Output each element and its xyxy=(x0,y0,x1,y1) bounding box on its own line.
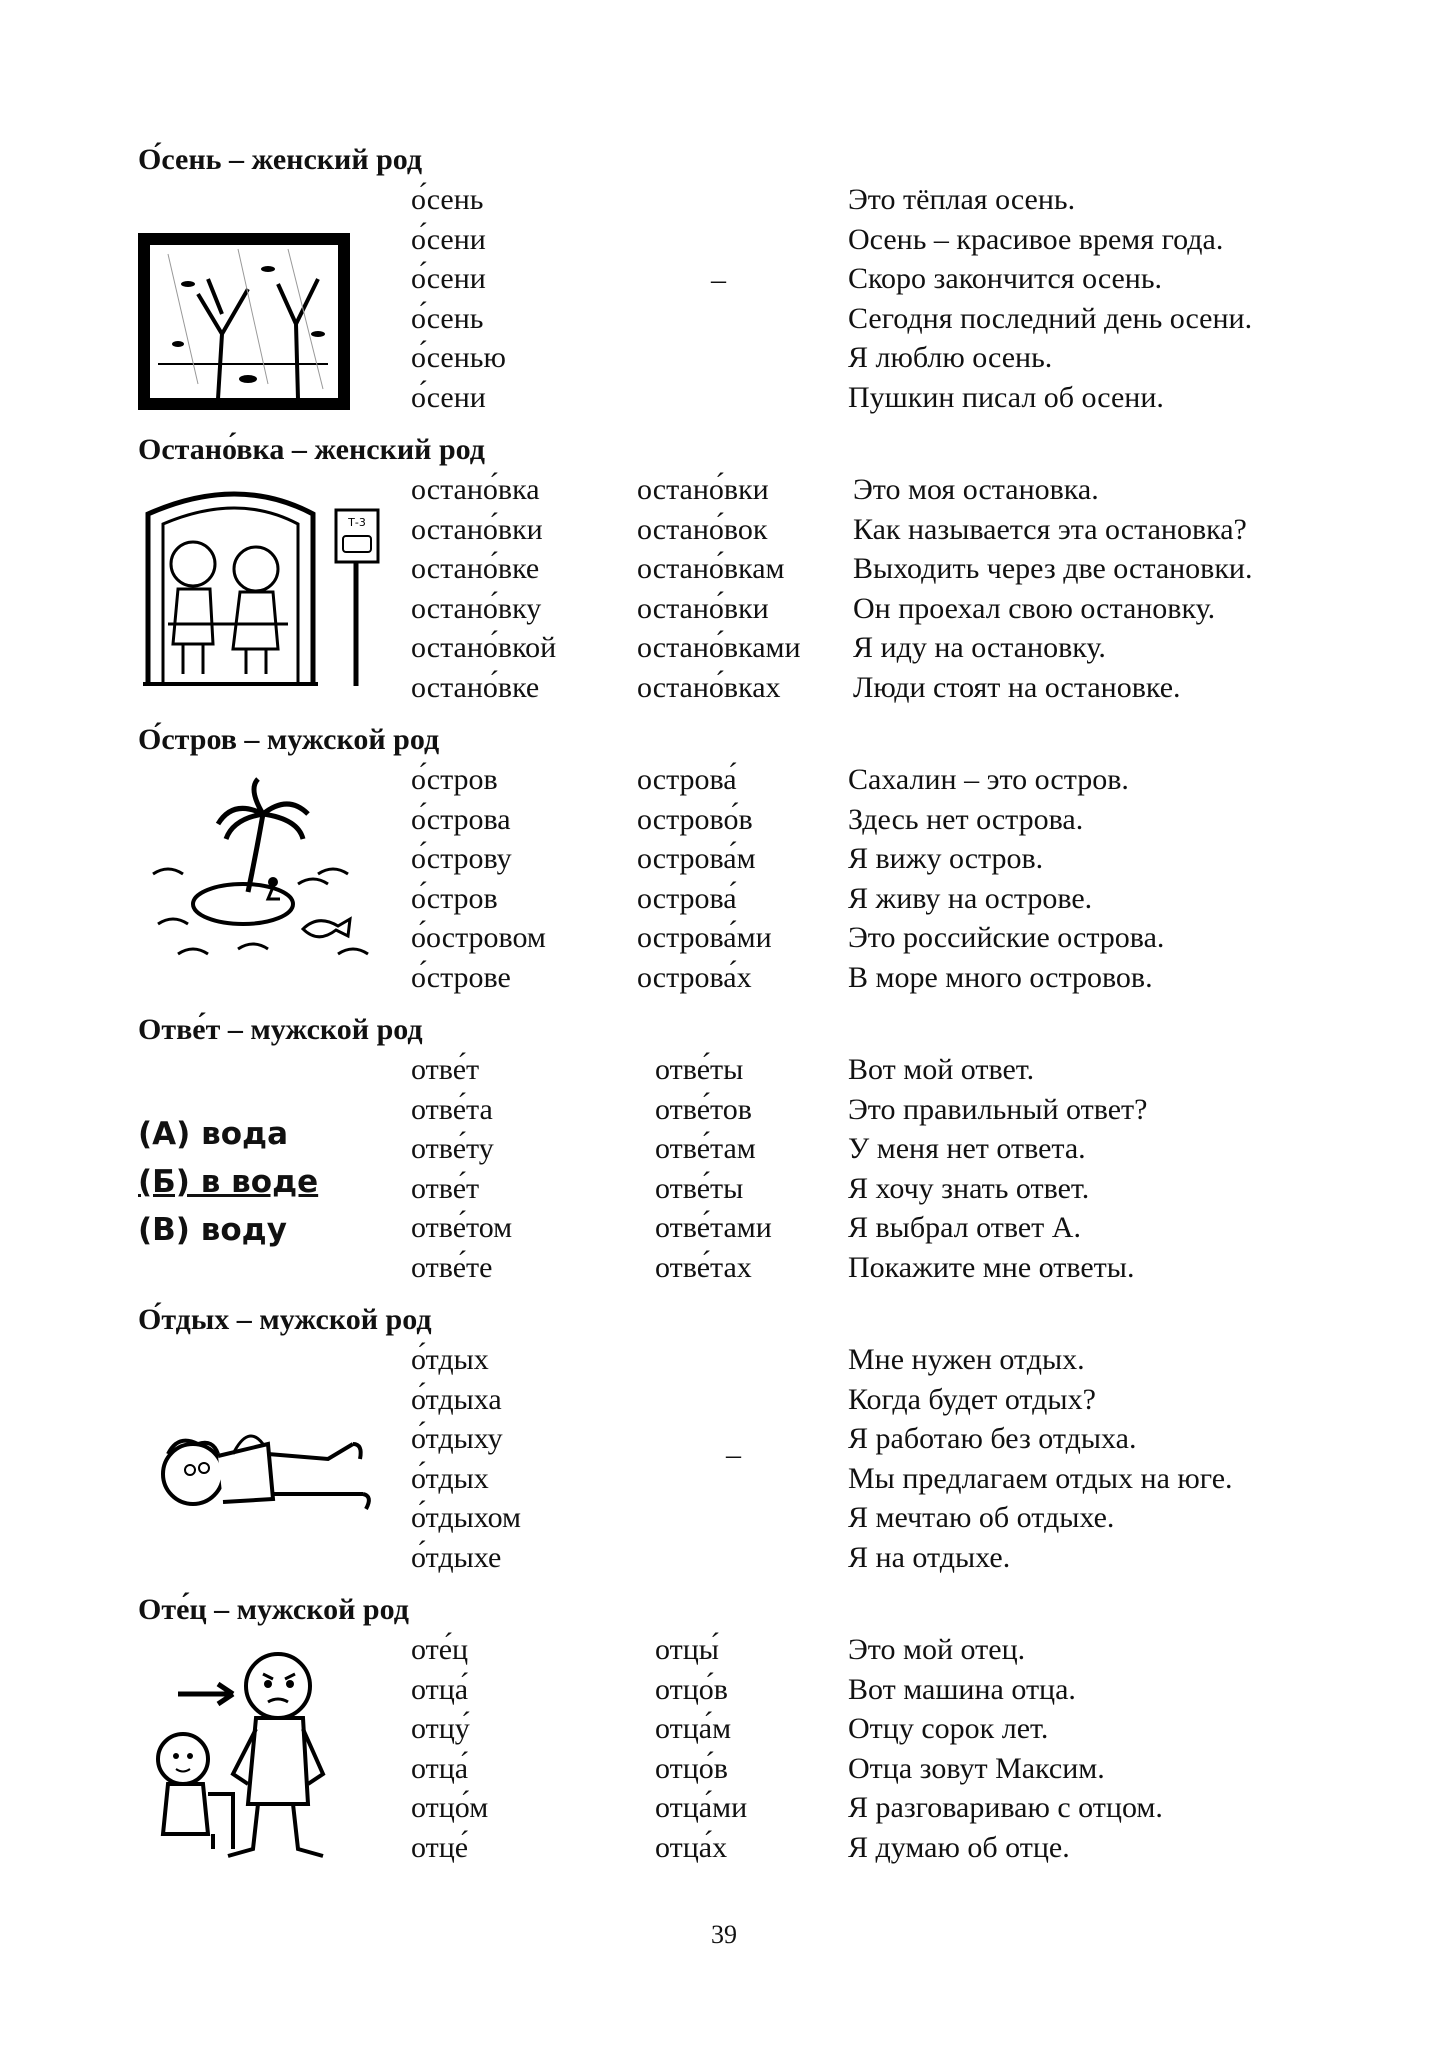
sentence-column xyxy=(848,1630,1163,1868)
word-form: остано́вки xyxy=(637,473,769,506)
section-heading: Остано́вка – женский род xyxy=(138,433,485,466)
word-form: отве́тов xyxy=(655,1092,752,1126)
word-form: о́сень xyxy=(411,301,484,335)
word-form: остано́вками xyxy=(637,631,801,665)
section-otets xyxy=(138,1590,1338,1870)
example-sentence: Выходить через две остановки. xyxy=(853,552,1253,586)
bus-stop-icon xyxy=(138,474,393,704)
word-form: отцо́в xyxy=(655,1672,728,1706)
word-form: острова́ xyxy=(637,763,737,796)
autumn-picture xyxy=(138,184,393,414)
word-form: отцы́ xyxy=(655,1633,719,1666)
answer-option-b: (Б) в воде xyxy=(138,1164,319,1200)
example-sentence: Мы предлагаем отдых на юге. xyxy=(848,1461,1233,1495)
word-form: отве́там xyxy=(655,1132,756,1166)
singular-column xyxy=(411,1630,488,1868)
example-sentence: Он проехал свою остановку. xyxy=(853,591,1216,625)
example-sentence: Я люблю осень. xyxy=(848,341,1053,375)
section-heading: О́стров – мужской род xyxy=(138,723,440,756)
word-form: отве́та xyxy=(411,1092,493,1126)
word-form: оте́ц xyxy=(411,1633,469,1666)
example-sentence: Мне нужен отдых. xyxy=(848,1343,1085,1376)
example-sentence: Здесь нет острова. xyxy=(848,802,1084,836)
island-palm-icon xyxy=(138,764,393,994)
answer-option-a: (А) вода xyxy=(138,1116,288,1152)
word-form: отве́т xyxy=(411,1053,480,1086)
example-sentence: Я думаю об отце. xyxy=(848,1830,1070,1864)
example-sentence: Покажите мне ответы. xyxy=(848,1250,1135,1284)
plural-dash: – xyxy=(726,1438,741,1471)
word-form: отца́х xyxy=(655,1830,728,1864)
example-sentence: Я выбрал ответ А. xyxy=(848,1211,1081,1245)
word-form: отцу́ xyxy=(411,1712,470,1746)
word-form: отве́ты xyxy=(655,1171,744,1205)
word-form: острово́в xyxy=(637,802,753,836)
example-sentence: Сахалин – это остров. xyxy=(848,763,1129,796)
sentence-column xyxy=(848,760,1164,998)
word-form: о́строве xyxy=(411,960,511,994)
word-form: отве́ты xyxy=(655,1053,744,1086)
example-sentence: Я мечтаю об отдыхе. xyxy=(848,1501,1115,1535)
word-form: о́тдыхом xyxy=(411,1501,522,1535)
singular-column xyxy=(411,470,556,708)
word-form: остано́вок xyxy=(637,512,768,546)
word-form: отца́ xyxy=(411,1751,469,1785)
word-form: остано́вке xyxy=(411,552,540,586)
section-ostrov xyxy=(138,720,1338,1000)
example-sentence: Это мой отец. xyxy=(848,1633,1026,1666)
word-form: остано́вки xyxy=(411,512,543,546)
father-son-icon xyxy=(138,1634,393,1864)
answer-options xyxy=(138,1110,318,1254)
word-form: о́тдыхе xyxy=(411,1540,502,1574)
example-sentence: Осень – красивое время года. xyxy=(848,222,1224,256)
example-sentence: Я разговариваю с отцом. xyxy=(848,1791,1163,1825)
island-picture xyxy=(138,764,393,994)
example-sentence: Пушкин писал об осени. xyxy=(848,380,1164,414)
word-form: острова́м xyxy=(637,842,756,876)
word-form: острова́ xyxy=(637,881,737,915)
word-form: остано́вку xyxy=(411,591,542,625)
sentence-column xyxy=(848,1050,1147,1288)
section-osen xyxy=(138,140,1338,420)
plural-column xyxy=(655,1630,747,1868)
word-form: о́тдых xyxy=(411,1461,489,1495)
word-form: отве́тами xyxy=(655,1211,772,1245)
word-form: отве́те xyxy=(411,1250,493,1284)
section-heading: О́сень – женский род xyxy=(138,143,423,176)
resting-man-icon xyxy=(138,1344,393,1574)
word-form: о́сени xyxy=(411,222,486,256)
father-son-picture xyxy=(138,1634,393,1864)
autumn-tree-icon xyxy=(138,184,393,414)
word-form: острова́ми xyxy=(637,921,772,955)
sign-label: Т-3 xyxy=(348,516,366,529)
word-form: отца́ xyxy=(411,1672,469,1706)
sentence-column xyxy=(848,1340,1233,1578)
word-form: о́сень xyxy=(411,183,484,216)
example-sentence: В море много островов. xyxy=(848,960,1153,994)
example-sentence: У меня нет ответа. xyxy=(848,1132,1086,1166)
word-form: о́островом xyxy=(411,921,546,955)
word-form: отца́ми xyxy=(655,1791,748,1825)
word-form: отве́том xyxy=(411,1211,513,1245)
word-form: отце́ xyxy=(411,1830,469,1864)
example-sentence: Я живу на острове. xyxy=(848,881,1093,915)
word-form: острова́х xyxy=(637,960,752,994)
example-sentence: Это тёплая осень. xyxy=(848,183,1076,216)
section-heading: О́тдых – мужской род xyxy=(138,1303,432,1336)
word-form: остано́вке xyxy=(411,670,540,704)
example-sentence: Это российские острова. xyxy=(848,921,1165,955)
example-sentence: Сегодня последний день осени. xyxy=(848,301,1253,335)
section-otvet xyxy=(138,1010,1338,1290)
word-form: остано́вкой xyxy=(411,631,557,665)
word-form: о́стров xyxy=(411,881,498,915)
singular-column xyxy=(411,760,546,998)
word-form: о́сени xyxy=(411,380,486,414)
example-sentence: Отца зовут Максим. xyxy=(848,1751,1105,1785)
page-number: 39 xyxy=(711,1920,737,1949)
example-sentence: Люди стоят на остановке. xyxy=(853,670,1181,704)
word-form: отцо́в xyxy=(655,1751,728,1785)
word-form: о́тдых xyxy=(411,1343,489,1376)
word-form: о́сенью xyxy=(411,341,506,375)
word-form: остано́вка xyxy=(411,473,540,506)
plural-column xyxy=(655,1050,772,1288)
example-sentence: Скоро закончится осень. xyxy=(848,262,1163,296)
word-form: остано́вкам xyxy=(637,552,785,586)
example-sentence: Я на отдыхе. xyxy=(848,1540,1011,1574)
word-form: о́строва xyxy=(411,802,511,836)
example-sentence: Это моя остановка. xyxy=(853,473,1099,506)
example-sentence: Это правильный ответ? xyxy=(848,1092,1148,1126)
sentence-column xyxy=(848,180,1252,418)
word-form: остано́вки xyxy=(637,591,769,625)
word-form: отве́ту xyxy=(411,1132,494,1166)
section-otdykh xyxy=(138,1300,1338,1580)
example-sentence: Как называется эта остановка? xyxy=(853,512,1247,546)
sentence-column xyxy=(853,470,1252,708)
word-form: о́стров xyxy=(411,763,498,796)
resting-man-picture xyxy=(138,1344,393,1574)
plural-dash: – xyxy=(711,263,726,296)
example-sentence: Вот машина отца. xyxy=(848,1672,1076,1706)
plural-column xyxy=(637,760,772,998)
word-form: отве́т xyxy=(411,1171,480,1205)
section-heading: Оте́ц – мужской род xyxy=(138,1593,409,1626)
word-form: о́тдыху xyxy=(411,1422,503,1456)
section-heading: Отве́т – мужской род xyxy=(138,1013,423,1046)
word-form: отцо́м xyxy=(411,1791,489,1825)
word-form: отца́м xyxy=(655,1712,732,1746)
example-sentence: Когда будет отдых? xyxy=(848,1382,1096,1416)
example-sentence: Я вижу остров. xyxy=(848,842,1044,876)
word-form: о́сени xyxy=(411,262,486,296)
singular-column xyxy=(411,1050,512,1288)
word-form: отве́тах xyxy=(655,1250,752,1284)
word-form: остано́вках xyxy=(637,670,781,704)
singular-column xyxy=(411,1340,521,1578)
example-sentence: Отцу сорок лет. xyxy=(848,1712,1049,1746)
example-sentence: Вот мой ответ. xyxy=(848,1053,1035,1086)
example-sentence: Я хочу знать ответ. xyxy=(848,1171,1090,1205)
word-form: о́тдыха xyxy=(411,1382,502,1416)
singular-column xyxy=(411,180,506,418)
example-sentence: Я работаю без отдыха. xyxy=(848,1422,1137,1456)
bus-stop-picture xyxy=(138,474,393,704)
plural-column xyxy=(637,470,801,708)
section-ostanovka xyxy=(138,430,1338,710)
word-form: о́строву xyxy=(411,842,512,876)
example-sentence: Я иду на остановку. xyxy=(853,631,1106,665)
answer-option-c: (В) воду xyxy=(138,1212,287,1248)
